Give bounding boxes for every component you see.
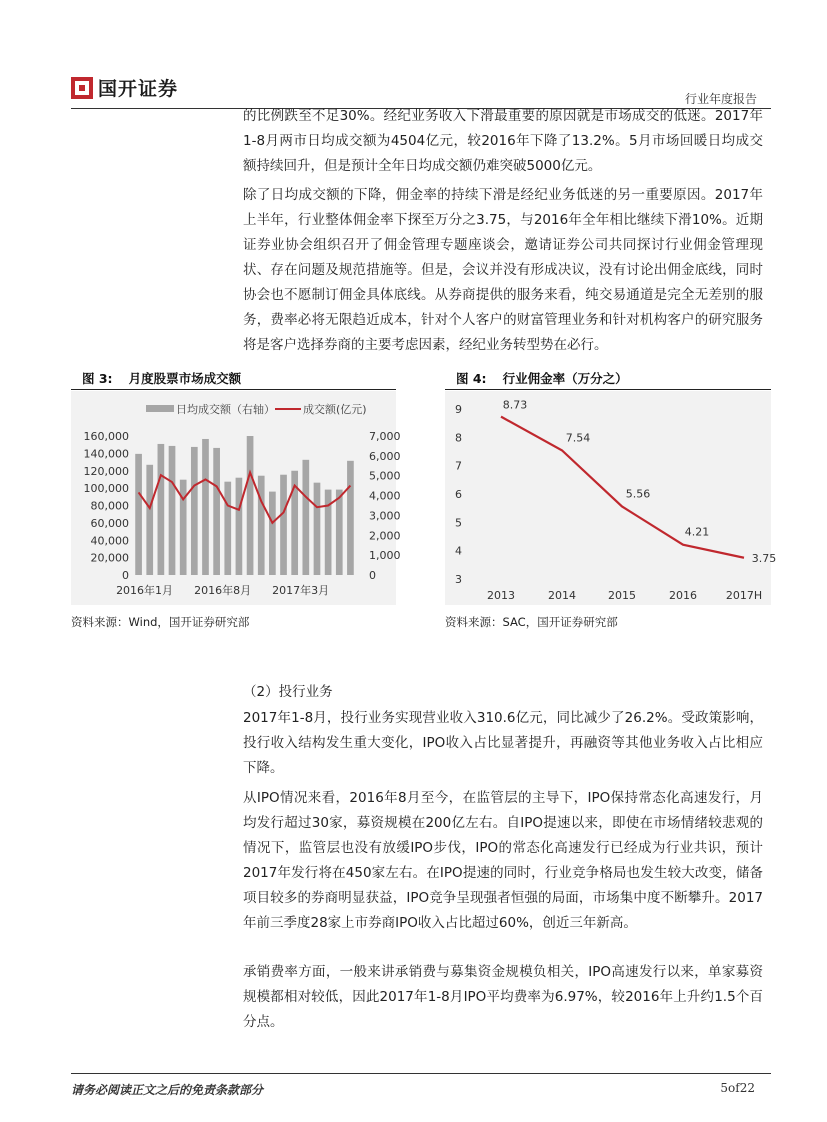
- x-axis-tick-label: 2016年8月: [194, 584, 252, 597]
- right-axis-tick-label: 6,000: [369, 449, 401, 463]
- right-axis-tick-label: 0: [369, 569, 376, 582]
- data-label: 5.56: [625, 487, 651, 501]
- right-axis-tick-label: 2,000: [369, 529, 401, 543]
- page-number: 5of22: [720, 1081, 755, 1095]
- figure-4-chart: [445, 391, 777, 605]
- bar-daily-turnover: [269, 492, 276, 575]
- company-name: 国开证券: [98, 78, 179, 100]
- left-axis-tick-label: 100,000: [83, 482, 129, 496]
- data-label: 3.75: [751, 551, 777, 565]
- bar-daily-turnover: [146, 465, 153, 575]
- bar-daily-turnover: [135, 454, 142, 575]
- x-axis-tick-label: 2015: [608, 589, 636, 602]
- bar-daily-turnover: [191, 447, 198, 575]
- bar-daily-turnover: [347, 461, 354, 575]
- right-axis-tick-label: 5,000: [369, 469, 401, 483]
- legend-bar-label: 日均成交额（右轴）: [176, 403, 275, 416]
- left-axis-tick-label: 140,000: [83, 447, 129, 461]
- x-axis-tick-label: 2016年1月: [116, 584, 174, 597]
- bar-daily-turnover: [247, 436, 254, 575]
- bar-daily-turnover: [169, 446, 176, 575]
- left-axis-tick-label: 120,000: [83, 464, 129, 478]
- figure-3-number: 图 3:: [82, 371, 113, 386]
- right-axis-tick-label: 7,000: [369, 430, 401, 443]
- x-axis-tick-label: 2014: [548, 589, 576, 602]
- figure-3-chart: [71, 391, 401, 605]
- y-axis-tick-label: 6: [455, 488, 462, 501]
- x-axis-tick-label: 2016: [669, 589, 697, 602]
- section-heading-investment-banking: （2）投行业务: [243, 684, 333, 700]
- figure-4-caption: 行业佣金率（万分之）: [502, 371, 628, 386]
- left-axis-tick-label: 0: [122, 569, 129, 582]
- y-axis-tick-label: 7: [455, 459, 462, 473]
- right-axis-tick-label: 1,000: [369, 549, 401, 563]
- bar-daily-turnover: [158, 444, 165, 575]
- figure-4-title: [456, 369, 628, 387]
- right-axis-tick-label: 4,000: [369, 489, 401, 503]
- bar-daily-turnover: [202, 439, 209, 575]
- figure-3-rule: [71, 389, 396, 390]
- bar-daily-turnover: [236, 478, 243, 575]
- bar-daily-turnover: [336, 490, 343, 575]
- left-axis-tick-label: 60,000: [90, 516, 129, 530]
- figure-3-title: [82, 369, 241, 387]
- figure-4-rule: [445, 389, 771, 390]
- figure-3-source: 资料来源：Wind，国开证券研究部: [71, 615, 250, 629]
- footer-divider: [71, 1073, 771, 1074]
- paragraph-5: 承销费率方面，一般来讲承销费与募集资金规模负相关，IPO高速发行以来，单家募资规模都相对较低，因此2017年1-8月IPO平均费率为6.97%，较2016年上升约1.5个百分点。: [243, 964, 763, 1030]
- data-label: 7.54: [565, 431, 591, 445]
- paragraph-1: 的比例跌至不足30%。经纪业务收入下滑最重要的原因就是市场成交的低迷。2017年1-8月两市日均成交额为4504亿元，较2016年下降了13.2%。5月市场回暖日均成交额持续回升，但是预计全年日均成交额仍难突破5000亿元。: [243, 108, 763, 174]
- legend-bar-swatch: [146, 405, 174, 412]
- left-axis-tick-label: 160,000: [83, 430, 129, 443]
- report-type: 行业年度报告: [684, 92, 757, 106]
- footer-disclaimer: 请务必阅读正文之后的免责条款部分: [71, 1083, 264, 1097]
- bar-daily-turnover: [325, 490, 332, 575]
- y-axis-tick-label: 3: [455, 573, 462, 586]
- bar-daily-turnover: [280, 475, 287, 575]
- x-axis-tick-label: 2017H: [725, 589, 763, 602]
- bar-daily-turnover: [314, 483, 321, 575]
- left-axis-tick-label: 40,000: [90, 534, 129, 548]
- figure-3-caption: 月度股票市场成交额: [128, 371, 242, 386]
- company-logo-icon: [71, 77, 93, 99]
- x-axis-tick-label: 2017年3月: [272, 584, 330, 597]
- left-axis-tick-label: 80,000: [90, 499, 129, 513]
- paragraph-2: 除了日均成交额的下降，佣金率的持续下滑是经纪业务低迷的另一重要原因。2017年上半年，行业整体佣金率下探至万分之3.75，与2016年全年相比继续下滑10%。近期证券业协会组织召开了佣金管理专题座谈会，邀请证券公司共同探讨行业佣金管理现状、存在问题及规范措施等。但是，会议并没有形成决议，没有讨论出佣金底线，同时协会也不愿制订佣金具体底线。从券商提供的服务来看，纯交易通道是完全无差别的服务，费率必将无限趋近成本，针对个人客户的财富管理业务和针对机构客户的研究服务将是客户选择券商的主要考虑因素，经纪业务转型势在必行。: [243, 187, 763, 353]
- x-axis-tick-label: 2013: [487, 589, 515, 602]
- y-axis-tick-label: 5: [455, 516, 462, 530]
- paragraph-3: 2017年1-8月，投行业务实现营业收入310.6亿元，同比减少了26.2%。受政策影响，投行收入结构发生重大变化，IPO收入占比显著提升，再融资等其他业务收入占比相应下降。: [243, 710, 763, 776]
- paragraph-4: 从IPO情况来看，2016年8月至今，在监管层的主导下，IPO保持常态化高速发行，月均发行超过30家，募资规模在200亿左右。自IPO提速以来，即使在市场情绪较悲观的情况下，监管层也没有放缓IPO步伐，IPO的常态化高速发行已经成为行业共识，预计2017年发行将在450家左右。在IPO提速的同时，行业竞争格局也发生较大改变，储备项目较多的券商明显获益，IPO竞争呈现强者恒强的局面，市场集中度不断攀升。2017年前三季度28家上市券商IPO收入占比超过60%，创近三年新高。: [243, 790, 763, 931]
- bar-daily-turnover: [224, 482, 231, 575]
- left-axis-tick-label: 20,000: [90, 551, 129, 565]
- bar-daily-turnover: [258, 476, 265, 575]
- data-label: 8.73: [502, 398, 528, 412]
- data-label: 4.21: [684, 525, 710, 539]
- figure-4-number: 图 4:: [456, 371, 487, 386]
- bar-daily-turnover: [302, 460, 309, 575]
- bar-daily-turnover: [213, 448, 220, 575]
- y-axis-tick-label: 4: [455, 544, 462, 558]
- right-axis-tick-label: 3,000: [369, 509, 401, 523]
- legend-line-label: 成交额(亿元): [303, 403, 367, 416]
- y-axis-tick-label: 8: [455, 431, 462, 445]
- y-axis-tick-label: 9: [455, 403, 462, 416]
- figure-4-source: 资料来源：SAC，国开证券研究部: [445, 615, 618, 629]
